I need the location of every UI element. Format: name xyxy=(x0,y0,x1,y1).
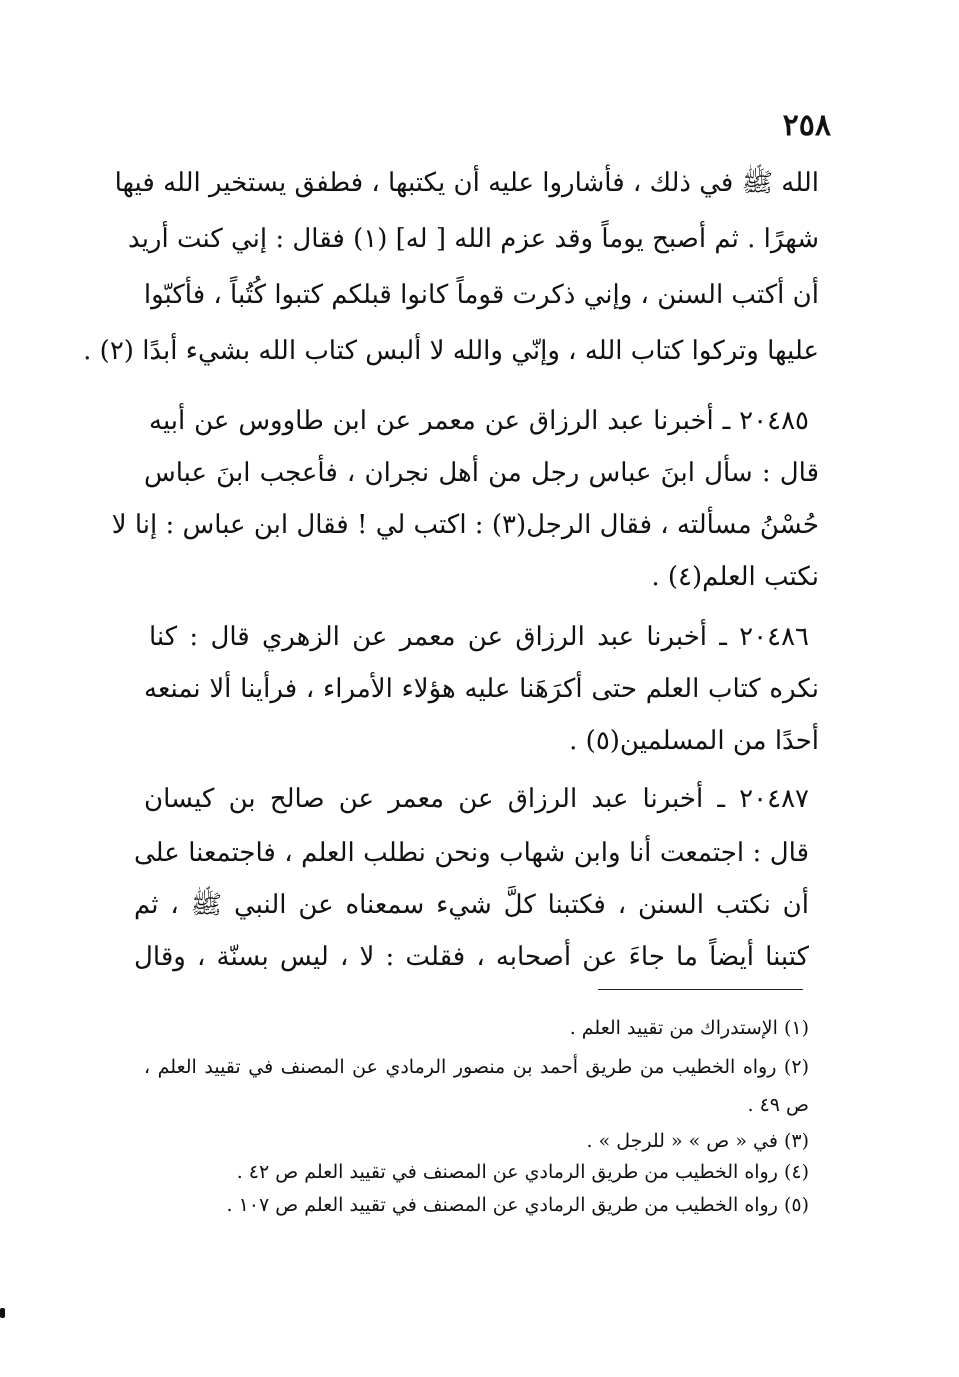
body-line: أحدًا من المسلمين(٥) . xyxy=(569,726,819,756)
footnote-3: (٣) في « ص » « للرجل » . xyxy=(586,1130,809,1152)
hadith-20485-first-line: ٢٠٤٨٥ ـ أخبرنا عبد الرزاق عن معمر عن ابن طاووس عن أبيه xyxy=(149,406,809,436)
body-line: حُسْنُ مسألته ، فقال الرجل(٣) : اكتب لي ! فقال ابن عباس : إنا لا xyxy=(111,510,819,540)
footnote-2: (٢) رواه الخطيب من طريق أحمد بن منصور الرمادي عن المصنف في تقييد العلم ، xyxy=(144,1056,809,1078)
hadith-20486-first-line: ٢٠٤٨٦ ـ أخبرنا عبد الرزاق عن معمر عن الزهري قال : كنا xyxy=(149,622,809,652)
body-line: أن نكتب السنن ، فكتبنا كلَّ شيء سمعناه عن النبي ﷺ ، ثم xyxy=(134,890,809,920)
body-line: أن أكتب السنن ، وإني ذكرت قوماً كانوا قبلكم كتبوا كُتُباً ، فأكبّوا xyxy=(143,280,819,310)
page-number: ٢٥٨ xyxy=(782,108,831,143)
body-line: قال : اجتمعت أنا وابن شهاب ونحن نطلب العلم ، فاجتمعنا على xyxy=(134,838,809,868)
hadith-20487-first-line: ٢٠٤٨٧ ـ أخبرنا عبد الرزاق عن معمر عن صالح بن كيسان xyxy=(144,784,809,814)
footnote-separator xyxy=(598,989,803,990)
body-line: شهرًا . ثم أصبح يوماً وقد عزم الله [ له] (١) فقال : إني كنت أريد xyxy=(128,224,819,254)
body-line: نكره كتاب العلم حتى أكرَهَنا عليه هؤلاء الأمراء ، فرأينا ألا نمنعه xyxy=(144,674,819,704)
body-line: عليها وتركوا كتاب الله ، وإنّي والله لا ألبس كتاب الله بشيء أبدًا (٢) . xyxy=(83,336,819,366)
footnote-1: (١) الإستدراك من تقييد العلم . xyxy=(569,1017,809,1039)
footnote-4: (٤) رواه الخطيب من طريق الرمادي عن المصنف في تقييد العلم ص ٤٢ . xyxy=(236,1161,809,1183)
body-line: قال : سأل ابنَ عباس رجل من أهل نجران ، فأعجب ابنَ عباس xyxy=(144,458,819,488)
footnote-5: (٥) رواه الخطيب من طريق الرمادي عن المصنف في تقييد العلم ص ١٠٧ . xyxy=(226,1194,809,1216)
body-line: نكتب العلم(٤) . xyxy=(651,562,819,592)
scan-margin-mark xyxy=(0,1308,5,1318)
body-line: الله ﷺ في ذلك ، فأشاروا عليه أن يكتبها ، فطفق يستخير الله فيها xyxy=(114,168,819,198)
body-line: كتبنا أيضاً ما جاءَ عن أصحابه ، فقلت : لا ، ليس بسنّة ، وقال xyxy=(134,942,809,972)
footnote-2-continuation: ص ٤٩ . xyxy=(747,1094,809,1116)
